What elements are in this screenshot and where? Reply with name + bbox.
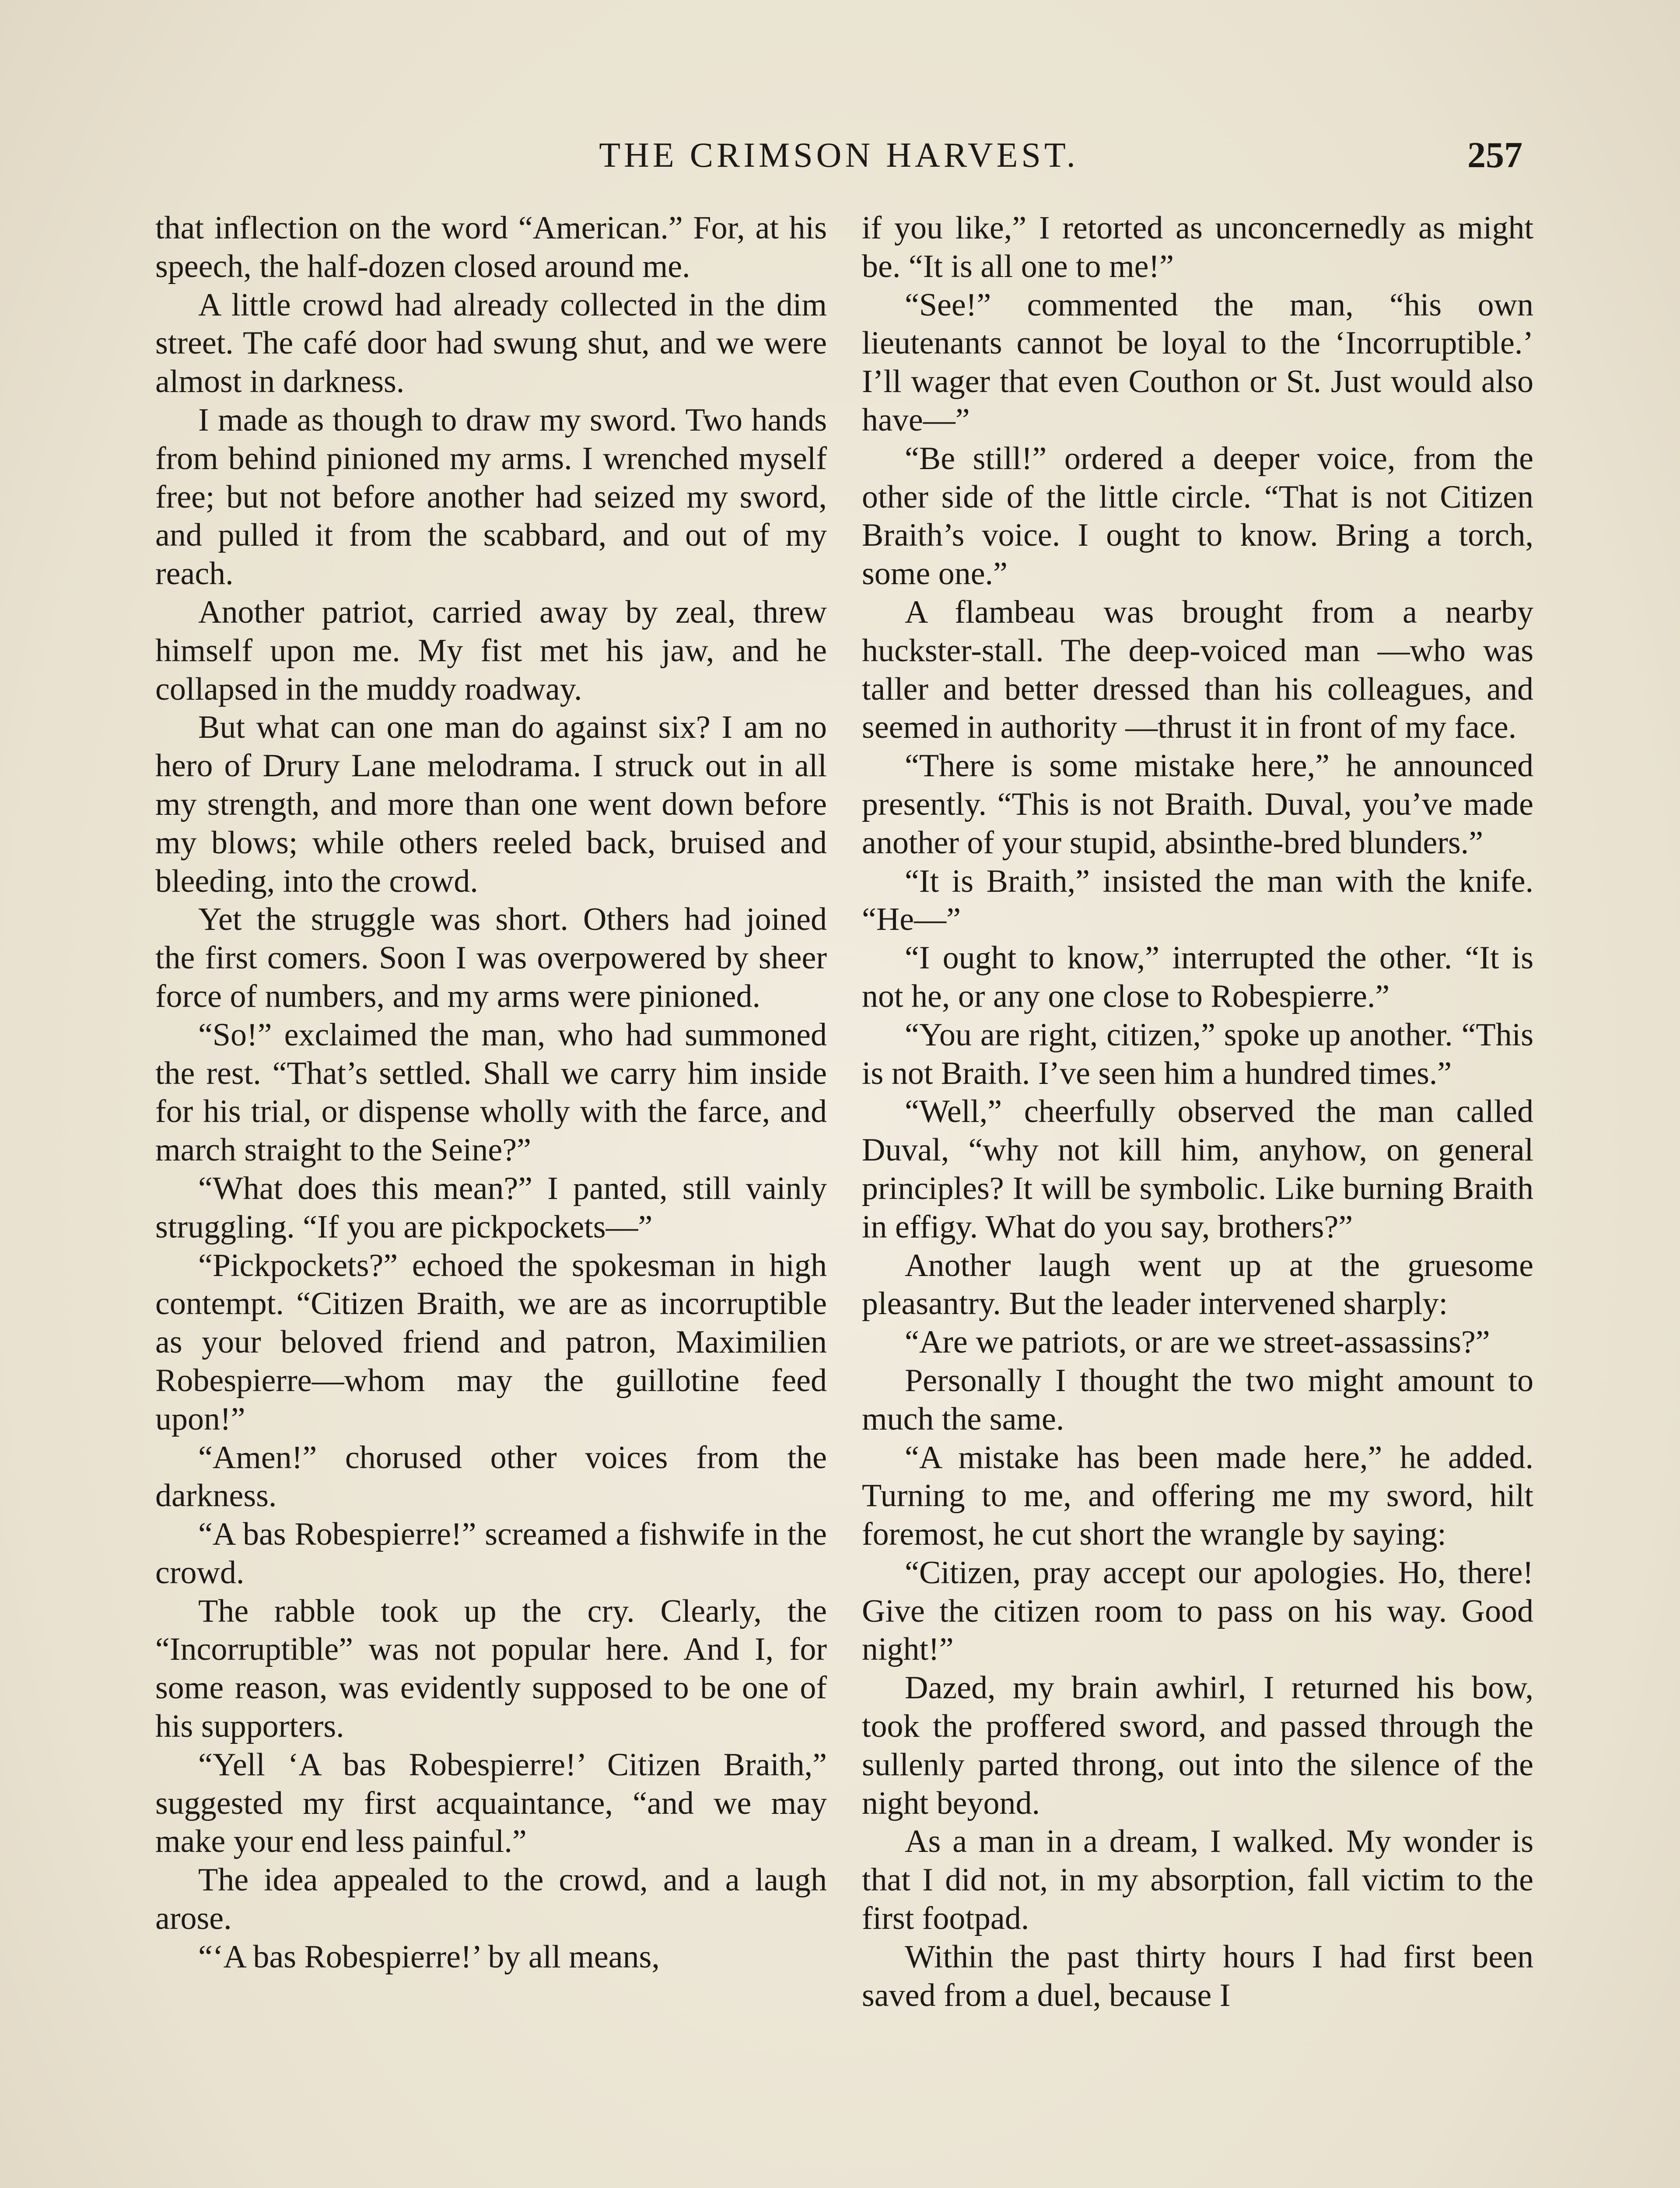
paragraph: Personally I thought the two might amount to much the same. [862,1362,1533,1437]
paragraph: “‘A bas Robespierre!’ by all means, [198,1939,660,1975]
paragraph: A little crowd had already collected in the dim street. The café door had swung shut, and we were almost in darkness. [155,287,827,400]
paragraph: Yet the struggle was short. Others had joined the first comers. Soon I was overpowered by sheer force of numbers, and my arms were pinioned. [155,901,827,1014]
page-header [155,131,1522,179]
paragraph: Dazed, my brain awhirl, I returned his bow, took the proffered sword, and passed through the sullenly parted throng, out into the silence of the night beyond. [862,1670,1533,1821]
paragraph: “There is some mistake here,” he announced presently. “This is not Braith. Duval, you’ve made another of your stupid, absinthe-bred blunders.” [862,748,1533,861]
paragraph: As a man in a dream, I walked. My wonder is that I did not, in my absorption, fall victim to the first footpad. [862,1823,1533,1937]
paragraph: “Citizen, pray accept our apologies. Ho, there! Give the citizen room to pass on his way. Good night!” [862,1554,1533,1668]
paragraph: “Are we patriots, or are we street-assassins?” [905,1324,1490,1360]
paragraph: “A bas Robespierre!” screamed a fishwife in the crowd. [155,1516,827,1591]
paragraph: “I ought to know,” interrupted the other. “It is not he, or any one close to Robespierre.” [862,940,1533,1014]
paragraph: “So!” exclaimed the man, who had summoned the rest. “That’s settled. Shall we carry him inside for his trial, or dispense wholly with the farce, and march straight to the Seine?” [155,1017,827,1168]
paragraph: The rabble took up the cry. Clearly, the “Incorruptible” was not popular here. And I, for some reason, was evidently supposed to be one of his supporters. [155,1593,827,1745]
paragraph: that inflection on the word “American.” For, at his speech, the half-dozen closed around me. [155,210,827,284]
page-number: 257 [1467,135,1522,175]
running-title: THE CRIMSON HARVEST. [599,136,1079,175]
paragraph: “A mistake has been made here,” he added. Turning to me, and offering me my sword, hilt foremost, he cut short the wrangle by saying: [862,1439,1533,1553]
paragraph: Within the past thirty hours I had first been saved from a duel, because I [862,1939,1533,2013]
paragraph: “Well,” cheerfully observed the man called Duval, “why not kill him, anyhow, on general principles? It will be symbolic. Like burning Braith in effigy. What do you say, brothers?” [862,1094,1533,1245]
paragraph: “Be still!” ordered a deeper voice, from the other side of the little circle. “That is not Citizen Braith’s voice. I ought to know. Bring a torch, some one.” [862,440,1533,592]
paragraph: “Pickpockets?” echoed the spokesman in high contempt. “Citizen Braith, we are as incorruptible as your beloved friend and patron, Maximilien Robespierre—whom may the guillotine feed upon!” [155,1247,827,1437]
paragraph: A flambeau was brought from a nearby huckster-stall. The deep-voiced man —who was taller and better dressed than his colleagues, and seemed in authority —thrust it in front of my face. [862,594,1533,746]
left-column [155,209,827,1977]
paragraph: “See!” commented the man, “his own lieutenants cannot be loyal to the ‘Incorruptible.’ I’ll wager that even Couthon or St. Just would also have—” [862,287,1533,438]
paragraph: “Amen!” chorused other voices from the darkness. [155,1439,827,1514]
paragraph: “It is Braith,” insisted the man with the knife. “He—” [862,863,1533,938]
paragraph: Another patriot, carried away by zeal, threw himself upon me. My fist met his jaw, and he collapsed in the muddy roadway. [155,594,827,707]
paragraph: But what can one man do against six? I am no hero of Drury Lane melodrama. I struck out in all my strength, and more than one went down before my blows; while others reeled back, bruised and bleeding, into the crowd. [155,709,827,899]
right-column [862,209,1533,2015]
paragraph: The idea appealed to the crowd, and a laugh arose. [155,1862,827,1937]
paragraph: I made as though to draw my sword. Two hands from behind pinioned my arms. I wrenched myself free; but not before another had seized my sword, and pulled it from the scabbard, and out of my reach. [155,402,827,592]
paragraph: “What does this mean?” I panted, still vainly struggling. “If you are pickpockets—” [155,1170,827,1245]
paragraph: “You are right, citizen,” spoke up another. “This is not Braith. I’ve seen him a hundred times.” [862,1017,1533,1091]
paragraph: Another laugh went up at the gruesome pleasantry. But the leader intervened sharply: [862,1247,1533,1322]
paragraph: if you like,” I retorted as unconcernedly as might be. “It is all one to me!” [862,210,1533,284]
paragraph: “Yell ‘A bas Robespierre!’ Citizen Braith,” suggested my first acquaintance, “and we may make your end less painful.” [155,1746,827,1860]
